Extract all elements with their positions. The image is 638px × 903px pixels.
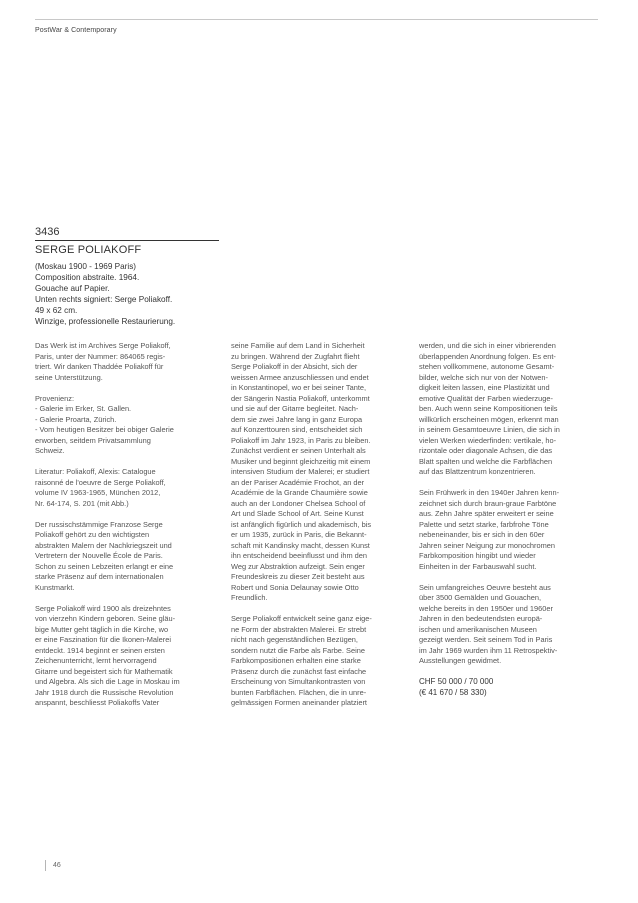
text-line: Präsenz durch die zunächst fast einfache [231,666,367,676]
text-line: über 3500 Gemälden und Gouachen, [419,593,542,602]
text-line: Gitarre und begeistert sich für Mathematik [35,666,173,676]
text-line: Palette und setzt starke, farbfrohe Töne [419,519,549,529]
text-line: auch an der Londoner Chelsea School of [231,498,366,508]
artwork-condition: Winzige, professionelle Restaurierung. [35,317,176,326]
artwork-dimensions: 49 x 62 cm. [35,306,78,315]
text-line: an der Pariser Académie Frochot, an der [231,477,365,487]
text-line: bunten Farbflächen. Flächen, die in unre- [231,687,367,697]
lot-details [35,261,235,327]
price-eur: (€ 41 670 / 58 330) [419,687,487,697]
text-line: Poliakoff gehört zu den wichtigsten [35,530,150,539]
section-header: PostWar & Contemporary [35,27,117,34]
footer-divider [45,860,46,871]
text-line: Vertretern der Nouvelle École de Paris. [35,551,163,560]
text-line: anspannt, beschliesst Poliakoffs Vater [35,698,160,707]
text-line: starke Präsenz auf dem internationalen [35,572,164,581]
text-line: Musiker und beginnt gleichzeitig mit einem [231,456,371,466]
text-line: bilder, welche sich nur von der Notwen- [419,372,548,382]
text-line: Provenienz: [35,393,75,403]
text-line: ihn entscheidend beeinflusst und ihm den [231,551,368,560]
text-line: Farbkompositionen erhalten eine starke [231,656,361,665]
text-line: Zeichenunterricht, lernt hervorragend [35,656,157,665]
text-line: Schweiz. [35,446,65,455]
text-line: Einheiten in der Farbauswahl sucht. [419,561,537,571]
text-line: gezeigt werden. Seit seinem Tod in Paris [419,635,553,644]
text-line: Weg zur Abstraktion aufzeigt. Sein enger [231,561,365,571]
text-line: und Algebra. Als sich die Lage in Moskau im [35,677,180,686]
text-line: Freundlich. [231,593,268,602]
body-paragraph [419,341,595,478]
text-column-1 [35,341,211,719]
text-line: Jahren seiner Neigung zur monochromen [419,540,555,550]
body-paragraph [35,520,211,594]
text-line: zu bringen. Während der Zugfahrt flieht [231,351,360,361]
text-line: ne Form der abstrakten Malerei. Er strebt [231,624,367,634]
text-line: er eine Faszination für die Ikonen-Malerei [35,635,171,644]
text-column-3 [419,341,595,709]
text-line: in Konstantinopel, wo er bei seiner Tante, [231,383,367,392]
text-line: raisonné de l'oeuvre de Serge Poliakoff, [35,477,166,487]
lot-divider [35,240,219,241]
text-line: erworben, seitdem Privatsammlung [35,435,151,445]
text-line: Nr. 64-174, S. 201 (mit Abb.) [35,498,129,508]
text-line: seine Familie auf dem Land in Sicherheit [231,341,365,350]
text-line: Serge Poliakoff entwickelt seine ganz eige- [231,614,372,623]
text-line: Académie de la Grande Chaumière sowie [231,488,368,497]
text-line: digkeit leiten lassen, eine Plastizität und [419,383,550,392]
text-line: werden, und die sich in einer vibrierenden [419,341,556,350]
body-paragraph [35,394,211,457]
text-line: überlappenden Anordnung folgen. Es ent- [419,351,556,361]
text-line: ben. Auch wenn seine Kompositionen teils [419,404,558,413]
text-line: nicht nach gegenständlichen Bezügen, [231,635,358,644]
body-paragraph [419,488,595,572]
text-line: - Galerie Proarta, Zürich. [35,414,117,424]
body-paragraph [35,604,211,709]
text-line: Freundeskreis zu dieser Zeit besteht aus [231,572,365,581]
text-line: willkürlich erscheinen mögen, erkennt man [419,414,559,424]
text-line: er um 1935, zurück in Paris, die Bekannt- [231,530,367,539]
body-paragraph [231,614,407,709]
text-line: sondern nutzt die Farbe als Farbe. Seine [231,645,365,655]
lot-number: 3436 [35,226,60,238]
text-line: vielen Werken wiederfinden: vertikale, ho- [419,435,557,445]
text-line: Art und Slade School of Art. Seine Kunst [231,509,364,518]
text-line: Kunstmarkt. [35,582,75,592]
text-line: rizontale oder diagonale Achsen, die das [419,446,553,455]
text-line: Der russischstämmige Franzose Serge [35,519,163,529]
artwork-medium: Gouache auf Papier. [35,284,110,293]
text-line: abstrakten Malern der Nachkriegszeit und [35,540,172,550]
body-paragraph [231,341,407,604]
text-line: Serge Poliakoff in der Absicht, sich der [231,362,358,371]
price-estimate [419,677,595,698]
text-line: Das Werk ist im Archives Serge Poliakoff, [35,341,171,350]
text-line: ischen und amerikanischen Museen [419,624,537,634]
text-line: von vierzehn Kindern geboren. Seine gläu- [35,614,176,623]
text-line: und sie auf der Gitarre begleitet. Nach- [231,404,359,413]
body-paragraph [35,341,211,383]
text-line: Jahren in den bedeutendsten europä- [419,614,543,623]
text-line: Poliakoff im Jahr 1923, in Paris zu bleiben. [231,435,371,445]
artist-dates: (Moskau 1900 - 1969 Paris) [35,262,137,271]
text-line: Blatt spalten und welche die Farbflächen [419,456,553,466]
artwork-signature: Unten rechts signiert: Serge Poliakoff. [35,295,173,304]
body-paragraph [419,583,595,667]
text-line: dem sie zwei Jahre lang in ganz Europa [231,414,363,424]
text-line: - Galerie im Erker, St. Gallen. [35,404,132,413]
text-line: triert. Wir danken Thaddée Poliakoff für [35,362,164,371]
artwork-title: Composition abstraite. 1964. [35,273,140,282]
text-line: schaft mit Kandinsky macht, dessen Kunst [231,540,370,550]
text-line: Zunächst verdient er seinen Unterhalt als [231,446,366,455]
text-line: in seinem Gesamtoeuvre Linien, die sich in [419,425,560,434]
text-line: gelmässigen Formen aneinander platziert [231,698,367,707]
text-line: entdeckt. 1914 beginnt er seinen ersten [35,645,165,655]
artist-name: SERGE POLIAKOFF [35,244,142,256]
text-line: Sein Frühwerk in den 1940er Jahren kenn- [419,488,560,497]
text-line: - Vom heutigen Besitzer bei obiger Galerie [35,425,174,434]
price-chf: CHF 50 000 / 70 000 [419,677,494,686]
text-line: Schon zu seinen Lebzeiten erlangt er eine [35,561,174,571]
text-line: ist anfänglich figürlich und akademisch, bis [231,519,372,529]
text-line: im Jahr 1969 wurden ihm 11 Retrospektiv- [419,645,558,655]
text-line: volume IV 1963-1965, München 2012, [35,488,161,497]
text-line: aus. Zehn Jahre später erweitert er seine [419,509,554,518]
text-line: auf das Blattzentrum konzentrieren. [419,467,536,476]
text-line: Serge Poliakoff wird 1900 als dreizehntes [35,603,171,613]
text-line: stehen vollkommene, autonome Gesamt- [419,362,555,371]
text-line: der Sängerin Nastia Poliakoff, unterkommt [231,393,370,403]
text-line: intensiven Studium der Malerei; er studiert [231,467,370,476]
text-line: weissen Armee anzuschliessen und endet [231,372,369,382]
body-paragraph [35,467,211,509]
text-line: Ausstellungen gewidmet. [419,656,502,665]
text-line: Paris, unter der Nummer: 864065 regis- [35,351,166,361]
text-line: Sein umfangreiches Oeuvre besteht aus [419,582,551,592]
text-line: emotive Qualität der Farben wiederzuge- [419,393,553,403]
text-line: Robert und Sonia Delaunay sowie Otto [231,582,359,592]
text-line: zeichnet sich durch braun-graue Farbtöne [419,498,557,508]
text-line: Erscheinung von Simultankontrasten von [231,677,366,686]
text-line: Farbkomposition hingibt und wieder [419,551,536,560]
text-line: bige Mutter geht täglich in die Kirche, wo [35,624,169,634]
text-line: Jahr 1918 durch die Russische Revolution [35,687,174,697]
text-line: auf Konzerttouren sind, entscheidet sich [231,425,363,434]
text-line: welche bereits in den 1950er und 1960er [419,603,553,613]
text-line: nebeneinander, bis er sich in den 60er [419,530,545,539]
text-line: Literatur: Poliakoff, Alexis: Catalogue [35,467,156,476]
page-number: 46 [53,862,61,869]
text-column-2 [231,341,407,719]
top-divider [35,19,598,20]
text-line: seine Unterstützung. [35,372,103,382]
